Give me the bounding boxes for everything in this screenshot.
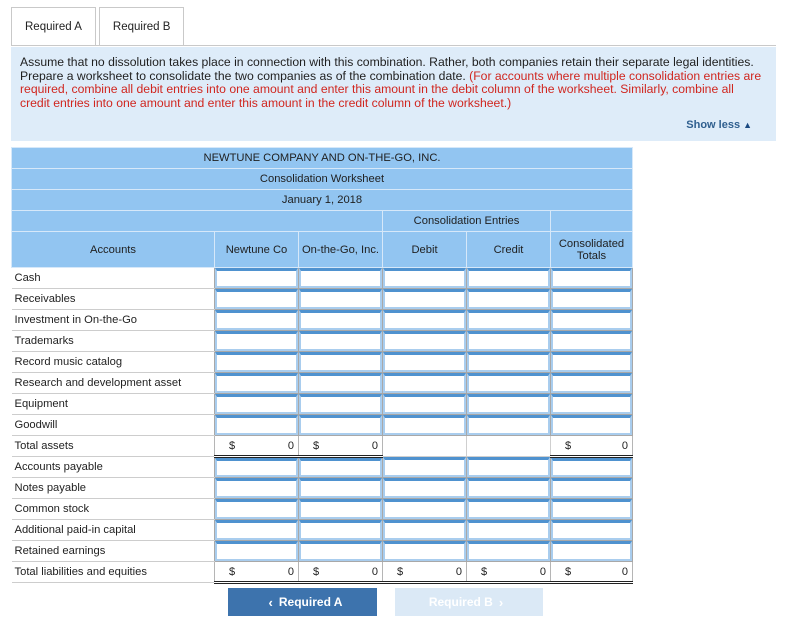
table-row (12, 499, 633, 520)
account-label: Cash (12, 268, 215, 289)
account-label: Receivables (12, 289, 215, 310)
input-credit-cash[interactable] (467, 268, 550, 288)
input-consolidated-trademarks[interactable] (551, 331, 632, 351)
prev-button-label: Required A (278, 595, 343, 609)
input-consolidated-accounts-payable[interactable] (551, 458, 632, 477)
table-row (12, 373, 633, 394)
total-value: 0 (621, 440, 628, 452)
total-liabilities-row (12, 562, 633, 583)
account-label: Research and development asset (12, 373, 215, 394)
total-liab-debit (383, 562, 467, 583)
input-debit-accounts-payable[interactable] (383, 457, 466, 477)
table-row (12, 352, 633, 373)
total-assets-row (12, 436, 633, 457)
empty-cell (383, 436, 467, 457)
consolidation-worksheet (11, 147, 633, 584)
input-newtune-trademarks[interactable] (215, 331, 298, 351)
account-label: Total assets (12, 436, 215, 457)
input-credit-accounts-payable[interactable] (467, 457, 550, 477)
total-liab-credit (467, 562, 551, 583)
input-newtune-retained-earnings[interactable] (215, 541, 298, 561)
input-newtune-accounts-payable[interactable] (215, 458, 298, 477)
account-label: Trademarks (12, 331, 215, 352)
table-row (12, 457, 633, 478)
input-debit-trademarks[interactable] (383, 331, 466, 351)
prev-required-a-button[interactable] (228, 588, 377, 616)
table-row (12, 289, 633, 310)
input-onthego-common-stock[interactable] (299, 499, 382, 519)
table-row (12, 415, 633, 436)
input-consolidated-notes-payable[interactable] (551, 478, 632, 498)
header-spacer (12, 211, 383, 232)
consolidation-entries-header: Consolidation Entries (383, 211, 551, 232)
account-label: Retained earnings (12, 541, 215, 562)
input-consolidated-retained-earnings[interactable] (551, 541, 632, 561)
input-consolidated-music-catalog[interactable] (551, 352, 632, 372)
table-row (12, 331, 633, 352)
input-newtune-goodwill[interactable] (215, 415, 298, 435)
input-credit-music-catalog[interactable] (467, 352, 550, 372)
instructions-panel (11, 47, 776, 141)
input-credit-retained-earnings[interactable] (467, 541, 550, 561)
total-value: 0 (371, 440, 378, 452)
input-onthego-music-catalog[interactable] (299, 352, 382, 372)
currency-symbol: $ (313, 440, 320, 452)
input-debit-cash[interactable] (383, 268, 466, 288)
table-row (12, 310, 633, 331)
input-consolidated-cash[interactable] (551, 268, 632, 288)
input-credit-apic[interactable] (467, 520, 550, 540)
input-consolidated-goodwill[interactable] (551, 415, 632, 435)
input-debit-rd-asset[interactable] (383, 373, 466, 393)
currency-symbol: $ (481, 566, 488, 578)
next-button-label: Required B (428, 595, 493, 609)
chevron-right-icon: › (498, 594, 504, 610)
show-less-label: Show less (686, 119, 741, 132)
total-value: 0 (455, 566, 462, 578)
input-newtune-equipment[interactable] (215, 394, 298, 414)
caret-up-icon: ▲ (743, 120, 752, 131)
input-credit-common-stock[interactable] (467, 499, 550, 519)
account-label: Equipment (12, 394, 215, 415)
input-debit-common-stock[interactable] (383, 499, 466, 519)
col-header-accounts: Accounts (12, 232, 215, 268)
total-value: 0 (621, 566, 628, 578)
instructions-text: Assume that no dissolution takes place in connection with this combination. Rather, both companies retain their separate legal identities. Prepare a worksheet to consolidate the two companies as of the combination date. (20, 55, 754, 83)
total-liab-onthego (299, 562, 383, 583)
account-label: Common stock (12, 499, 215, 520)
input-credit-goodwill[interactable] (467, 415, 550, 435)
account-label: Total liabilities and equities (12, 562, 215, 583)
account-label: Notes payable (12, 478, 215, 499)
input-newtune-rd-asset[interactable] (215, 373, 298, 393)
input-credit-notes-payable[interactable] (467, 478, 550, 498)
input-debit-investment[interactable] (383, 310, 466, 330)
input-consolidated-apic[interactable] (551, 520, 632, 540)
currency-symbol: $ (565, 440, 572, 452)
col-header-consolidated: Consolidated Totals (551, 232, 633, 268)
input-newtune-receivables[interactable] (215, 289, 298, 309)
total-liab-consolidated (551, 562, 633, 583)
tab-bar (11, 7, 184, 46)
account-label: Additional paid-in capital (12, 520, 215, 541)
col-header-debit: Debit (383, 232, 467, 268)
account-label: Investment in On-the-Go (12, 310, 215, 331)
table-row (12, 268, 633, 289)
account-label: Accounts payable (12, 457, 215, 478)
input-newtune-common-stock[interactable] (215, 499, 298, 519)
input-newtune-cash[interactable] (215, 268, 298, 288)
tab-required-a[interactable]: Required A (11, 7, 96, 46)
input-debit-retained-earnings[interactable] (383, 541, 466, 561)
worksheet-company: NEWTUNE COMPANY AND ON-THE-GO, INC. (12, 148, 633, 169)
total-value: 0 (539, 566, 546, 578)
total-value: 0 (371, 566, 378, 578)
currency-symbol: $ (229, 440, 236, 452)
input-credit-trademarks[interactable] (467, 331, 550, 351)
input-consolidated-equipment[interactable] (551, 394, 632, 414)
input-consolidated-investment[interactable] (551, 310, 632, 330)
currency-symbol: $ (313, 566, 320, 578)
total-assets-consolidated (551, 436, 633, 457)
table-row (12, 520, 633, 541)
col-header-onthego: On-the-Go, Inc. (299, 232, 383, 268)
input-onthego-trademarks[interactable] (299, 331, 382, 351)
account-label: Record music catalog (12, 352, 215, 373)
empty-cell (467, 436, 551, 457)
input-onthego-notes-payable[interactable] (299, 478, 382, 498)
total-liab-newtune (215, 562, 299, 583)
chevron-left-icon: ‹ (268, 594, 273, 610)
input-onthego-investment[interactable] (299, 310, 382, 330)
show-less-toggle[interactable] (686, 119, 752, 133)
input-onthego-cash[interactable] (299, 268, 382, 288)
table-row (12, 478, 633, 499)
col-header-newtune: Newtune Co (215, 232, 299, 268)
input-consolidated-rd-asset[interactable] (551, 373, 632, 393)
table-row (12, 541, 633, 562)
input-debit-apic[interactable] (383, 520, 466, 540)
input-newtune-investment[interactable] (215, 310, 298, 330)
total-assets-newtune (215, 436, 299, 457)
total-value: 0 (287, 566, 294, 578)
input-credit-equipment[interactable] (467, 394, 550, 414)
input-onthego-accounts-payable[interactable] (299, 458, 382, 477)
next-required-b-button[interactable] (395, 588, 543, 616)
input-newtune-notes-payable[interactable] (215, 478, 298, 498)
table-row (12, 394, 633, 415)
input-consolidated-receivables[interactable] (551, 289, 632, 309)
input-debit-receivables[interactable] (383, 289, 466, 309)
input-onthego-goodwill[interactable] (299, 415, 382, 435)
input-debit-equipment[interactable] (383, 394, 466, 414)
col-header-credit: Credit (467, 232, 551, 268)
total-value: 0 (287, 440, 294, 452)
account-label: Goodwill (12, 415, 215, 436)
tab-required-b[interactable]: Required B (99, 7, 185, 46)
input-onthego-apic[interactable] (299, 520, 382, 540)
input-debit-notes-payable[interactable] (383, 478, 466, 498)
input-onthego-retained-earnings[interactable] (299, 541, 382, 561)
worksheet-date: January 1, 2018 (12, 190, 633, 211)
instructions-note: (For accounts where multiple consolidation entries are required, combine all debit entries into one amount and enter this amount in the debit column of the worksheet. Similarly, combine all credit entries into one amount and enter this amount in the credit column of the worksheet.) (20, 68, 762, 110)
input-debit-goodwill[interactable] (383, 415, 466, 435)
input-onthego-rd-asset[interactable] (299, 373, 382, 393)
currency-symbol: $ (565, 566, 572, 578)
input-newtune-music-catalog[interactable] (215, 352, 298, 372)
input-credit-receivables[interactable] (467, 289, 550, 309)
input-onthego-equipment[interactable] (299, 394, 382, 414)
input-consolidated-common-stock[interactable] (551, 499, 632, 519)
input-newtune-apic[interactable] (215, 520, 298, 540)
input-onthego-receivables[interactable] (299, 289, 382, 309)
currency-symbol: $ (229, 566, 236, 578)
header-spacer (551, 211, 633, 232)
total-assets-onthego (299, 436, 383, 457)
input-credit-investment[interactable] (467, 310, 550, 330)
worksheet-title: Consolidation Worksheet (12, 169, 633, 190)
tab-divider (11, 45, 776, 46)
input-credit-rd-asset[interactable] (467, 373, 550, 393)
input-debit-music-catalog[interactable] (383, 352, 466, 372)
currency-symbol: $ (397, 566, 404, 578)
